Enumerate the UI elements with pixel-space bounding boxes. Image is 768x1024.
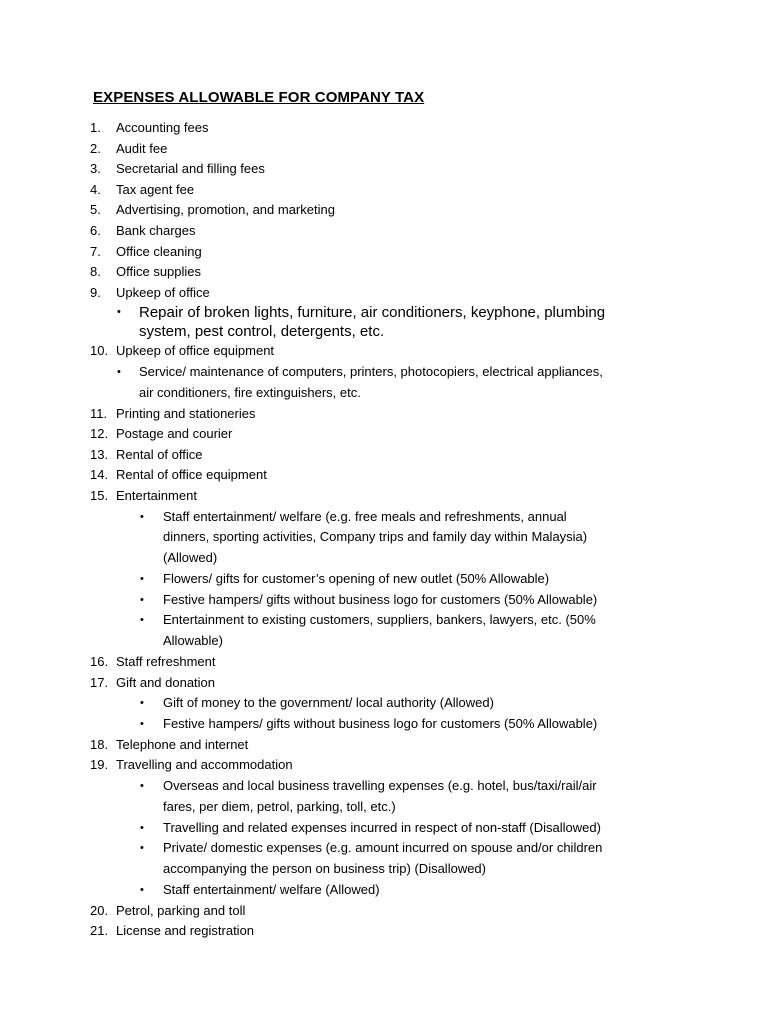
item-text: Printing and stationeries — [116, 405, 256, 421]
bullet-icon: • — [140, 718, 144, 731]
item-text: Tax agent fee — [116, 181, 195, 197]
bullet-item — [90, 838, 690, 880]
list-item — [90, 283, 690, 304]
bullet-text: Service/ maintenance of computers, printers, photocopiers, electrical appliances, air conditioners, fire extinguishers, etc. — [139, 363, 603, 400]
bullet-item — [90, 693, 690, 714]
item-text: Staff refreshment — [116, 654, 216, 670]
item-text: Office cleaning — [116, 243, 202, 259]
list-item — [90, 424, 690, 445]
list-item — [90, 262, 690, 283]
bullet-item — [90, 714, 690, 735]
list-item — [90, 200, 690, 221]
list-item — [90, 735, 690, 756]
list-item — [90, 486, 690, 507]
list-item — [90, 221, 690, 242]
bullet-icon: • — [140, 614, 144, 627]
bullet-item — [90, 507, 690, 569]
sub-bullet-list — [90, 303, 690, 341]
item-number: 1. — [90, 120, 101, 135]
list-item — [90, 159, 690, 180]
item-number: 3. — [90, 161, 101, 177]
item-number: 18. — [90, 736, 109, 752]
item-text: Secretarial and filling fees — [116, 161, 265, 177]
bullet-item — [90, 590, 690, 611]
list-item — [90, 465, 690, 486]
bullet-item — [90, 776, 690, 818]
item-text: Rental of office — [116, 446, 203, 462]
item-text: License and registration — [116, 923, 255, 939]
item-text: Upkeep of office equipment — [116, 343, 275, 359]
bullet-text: Gift of money to the government/ local authority (Allowed) — [163, 695, 494, 711]
list-item — [90, 242, 690, 263]
item-number: 5. — [90, 202, 101, 218]
bullet-icon: • — [117, 306, 121, 319]
sub-bullet-list — [90, 362, 690, 404]
bullet-text: Festive hampers/ gifts without business logo for customers (50% Allowable) — [163, 716, 598, 732]
item-number: 10. — [90, 343, 109, 359]
list-item — [90, 652, 690, 673]
bullet-text: Staff entertainment/ welfare (e.g. free meals and refreshments, annual dinners, sporting activities, Company trips and family day within Malaysia) (Allowed) — [163, 508, 588, 566]
item-number: 6. — [90, 222, 101, 238]
list-item — [90, 404, 690, 425]
sub-bullet-list — [90, 776, 690, 901]
list-item — [90, 445, 690, 466]
expense-list — [90, 118, 690, 942]
item-text: Audit fee — [116, 140, 168, 156]
bullet-icon: • — [140, 593, 144, 606]
bullet-text: Festive hampers/ gifts without business logo for customers (50% Allowable) — [163, 591, 598, 607]
item-number: 19. — [90, 757, 109, 773]
bullet-icon: • — [140, 821, 144, 834]
item-number: 15. — [90, 487, 109, 503]
page-title: EXPENSES ALLOWABLE FOR COMPANY TAX — [93, 89, 425, 106]
bullet-icon: • — [117, 365, 121, 378]
bullet-text: Travelling and related expenses incurred in respect of non-staff (Disallowed) — [163, 819, 601, 835]
bullet-text: Entertainment to existing customers, suppliers, bankers, lawyers, etc. (50% Allowable) — [163, 612, 596, 649]
item-number: 12. — [90, 426, 109, 442]
bullet-item — [90, 880, 690, 901]
list-item — [90, 341, 690, 362]
item-number: 7. — [90, 243, 101, 259]
item-number: 8. — [90, 264, 101, 280]
sub-bullet-list — [90, 507, 690, 653]
item-number: 2. — [90, 140, 101, 156]
item-number: 13. — [90, 446, 109, 462]
sub-bullet-list — [90, 693, 690, 735]
item-text: Accounting fees — [116, 120, 209, 135]
bullet-item — [90, 303, 690, 341]
bullet-icon: • — [140, 510, 144, 523]
item-text: Advertising, promotion, and marketing — [116, 202, 335, 218]
bullet-text: Private/ domestic expenses (e.g. amount incurred on spouse and/or children accompanying the person on business trip) (Disallowed) — [163, 840, 603, 877]
list-item — [90, 139, 690, 160]
list-item — [90, 673, 690, 694]
bullet-text: Overseas and local business travelling expenses (e.g. hotel, bus/taxi/rail/air fares, per diem, petrol, parking, toll, etc.) — [163, 778, 597, 814]
item-text: Telephone and internet — [116, 736, 249, 752]
list-item — [90, 180, 690, 201]
item-text: Upkeep of office — [116, 284, 210, 300]
list-item — [90, 901, 690, 922]
item-text: Bank charges — [116, 222, 196, 238]
item-number: 4. — [90, 181, 101, 197]
bullet-icon: • — [140, 842, 144, 855]
item-number: 20. — [90, 902, 109, 918]
list-item — [90, 921, 690, 942]
bullet-item — [90, 362, 690, 404]
item-number: 21. — [90, 923, 109, 939]
bullet-icon: • — [140, 572, 144, 585]
list-item — [90, 755, 690, 776]
bullet-item — [90, 610, 690, 652]
bullet-item — [90, 818, 690, 839]
bullet-text: Flowers/ gifts for customer’s opening of new outlet (50% Allowable) — [163, 570, 550, 586]
bullet-icon: • — [140, 780, 144, 793]
item-number: 16. — [90, 654, 109, 670]
bullet-icon: • — [140, 884, 144, 897]
bullet-text: Staff entertainment/ welfare (Allowed) — [163, 882, 380, 898]
item-text: Gift and donation — [116, 674, 216, 690]
bullet-item — [90, 569, 690, 590]
item-text: Travelling and accommodation — [116, 757, 293, 773]
item-text: Entertainment — [116, 487, 197, 503]
item-number: 11. — [90, 405, 108, 421]
item-text: Petrol, parking and toll — [116, 902, 246, 918]
item-text: Office supplies — [116, 264, 202, 280]
item-number: 17. — [90, 674, 109, 690]
list-item — [90, 118, 690, 139]
item-text: Postage and courier — [116, 426, 233, 442]
item-number: 14. — [90, 467, 109, 483]
bullet-text: Repair of broken lights, furniture, air conditioners, keyphone, plumbing system, pest control, detergents, etc. — [139, 304, 606, 341]
item-text: Rental of office equipment — [116, 467, 267, 483]
bullet-icon: • — [140, 697, 144, 710]
item-number: 9. — [90, 284, 101, 300]
